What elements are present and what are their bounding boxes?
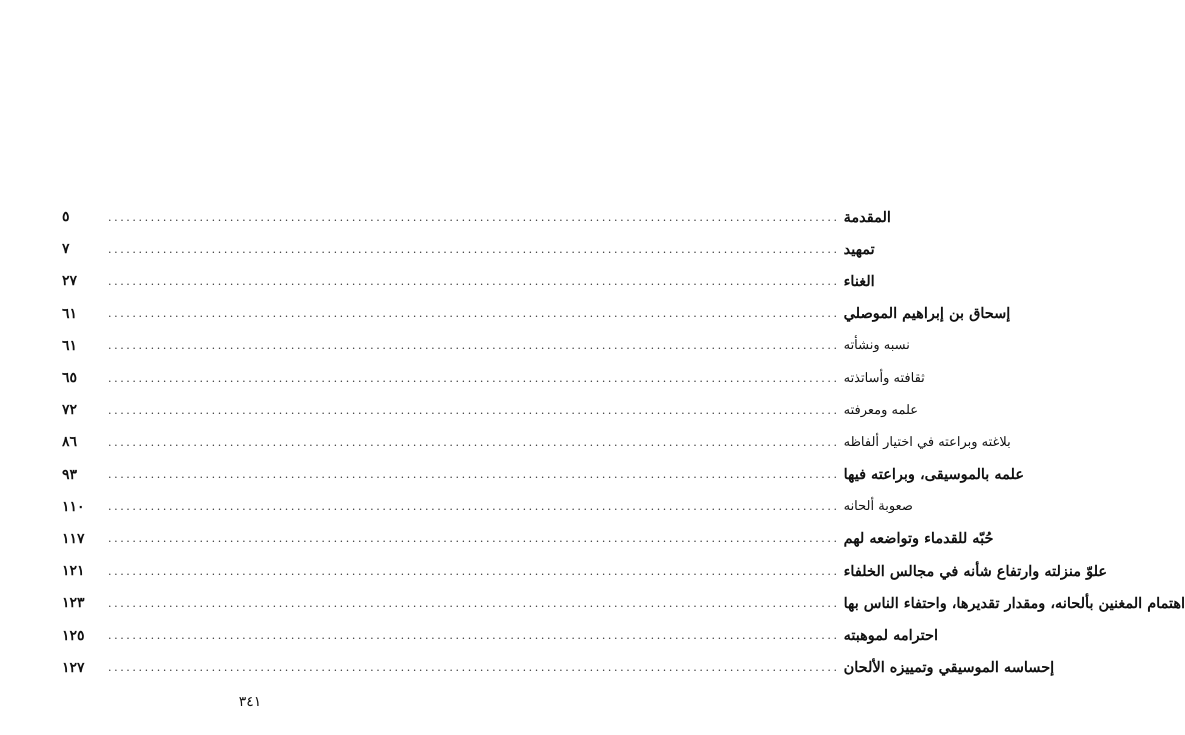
toc-entry xyxy=(62,426,1011,458)
toc-title: اهتمام المغنين بألحانه، ومقدار تقديرها، واحتفاء الناس بها xyxy=(843,594,1185,612)
toc-entry xyxy=(62,523,994,555)
toc-title: بلاغته وبراعته في اختيار ألفاظه xyxy=(843,434,1011,450)
toc-entry xyxy=(62,587,1185,619)
toc-page-number: ١٢٥ xyxy=(62,627,85,644)
toc-page-number: ٦٥ xyxy=(62,370,78,387)
toc-title: احترامه لموهبته xyxy=(843,627,939,645)
toc-page-number: ٢٧ xyxy=(62,273,78,290)
toc-page-number: ٨٦ xyxy=(62,434,78,451)
toc-entry xyxy=(62,555,1108,587)
dot-leader: ........................................................................................................................ xyxy=(108,435,840,449)
toc-entry xyxy=(62,459,1024,491)
toc-title: صعوبة ألحانه xyxy=(843,499,913,515)
toc-title: تمهيد xyxy=(843,240,875,258)
toc-entry xyxy=(62,265,875,297)
toc-title: إسحاق بن إبراهيم الموصلي xyxy=(843,305,1011,323)
toc-page-number: ٩٣ xyxy=(62,466,78,483)
toc-page-number: ١١٠ xyxy=(62,498,85,515)
toc-page-number: ٦١ xyxy=(62,305,78,322)
dot-leader: ........................................................................................................................ xyxy=(108,339,840,353)
toc-title: نسبه ونشأته xyxy=(843,338,910,354)
toc-page-number: ٦١ xyxy=(62,337,78,354)
page-number: ٣٤١ xyxy=(238,694,262,710)
toc-entry xyxy=(62,394,919,426)
dot-leader: ........................................................................................................................ xyxy=(108,242,840,256)
dot-leader: ........................................................................................................................ xyxy=(108,210,840,224)
toc-page-number: ٧ xyxy=(62,241,70,258)
toc-entry xyxy=(62,201,891,233)
toc-entry xyxy=(62,298,1011,330)
toc-title: علمه ومعرفته xyxy=(843,402,919,418)
toc-entry xyxy=(62,362,925,394)
toc-page-number: ١٢٧ xyxy=(62,659,85,676)
toc-title: علمه بالموسيقى، وبراعته فيها xyxy=(843,466,1024,484)
dot-leader: ........................................................................................................................ xyxy=(108,500,840,514)
dot-leader: ........................................................................................................................ xyxy=(108,596,840,610)
dot-leader: ........................................................................................................................ xyxy=(108,629,840,643)
dot-leader: ........................................................................................................................ xyxy=(108,274,840,288)
dot-leader: ........................................................................................................................ xyxy=(108,564,840,578)
toc-title: ثقافته وأساتذته xyxy=(843,370,925,386)
toc-title: المقدمة xyxy=(843,208,891,226)
toc-entry xyxy=(62,330,910,362)
toc-page-number: ١٢٣ xyxy=(62,595,85,612)
toc-page-number: ٥ xyxy=(62,209,70,226)
toc-entry xyxy=(62,491,913,523)
toc-entry xyxy=(62,233,875,265)
toc-entry xyxy=(62,652,1055,684)
toc-title: حُبّه للقدماء وتواضعه لهم xyxy=(843,530,994,548)
toc-title: علوّ منزلته وارتفاع شأنه في مجالس الخلفاء xyxy=(843,562,1108,580)
dot-leader: ........................................................................................................................ xyxy=(108,371,840,385)
table-of-contents xyxy=(62,201,1185,684)
toc-entry xyxy=(62,619,939,651)
dot-leader: ........................................................................................................................ xyxy=(108,307,840,321)
toc-title: إحساسه الموسيقي وتمييزه الألحان xyxy=(843,659,1055,677)
dot-leader: ........................................................................................................................ xyxy=(108,403,840,417)
toc-page-number: ٧٢ xyxy=(62,402,78,419)
toc-page-number: ١٢١ xyxy=(62,563,85,580)
dot-leader: ........................................................................................................................ xyxy=(108,661,840,675)
toc-page-number: ١١٧ xyxy=(62,530,85,547)
toc-title: الغناء xyxy=(843,272,875,290)
dot-leader: ........................................................................................................................ xyxy=(108,532,840,546)
dot-leader: ........................................................................................................................ xyxy=(108,468,840,482)
